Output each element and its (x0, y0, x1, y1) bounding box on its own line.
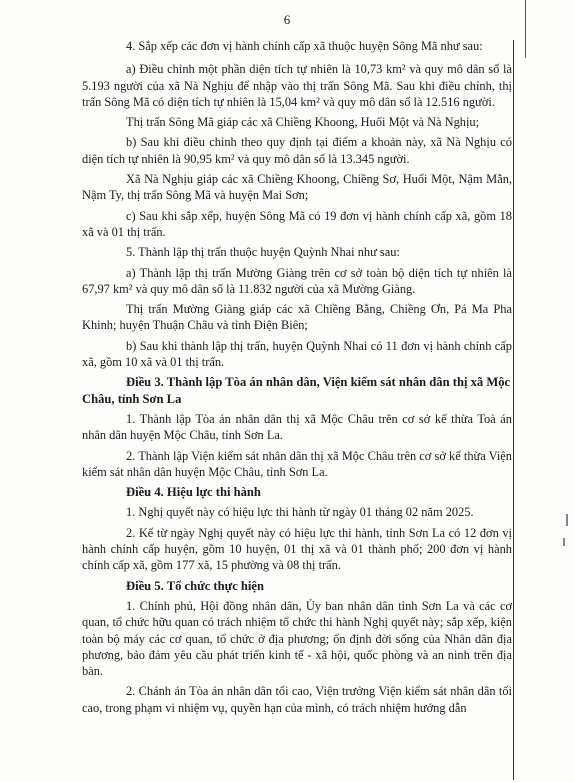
paragraph: c) Sau khi sắp xếp, huyện Sông Mã có 19 đơn vị hành chính cấp xã, gồm 18 xã và 01 thị trấn. (82, 208, 512, 239)
article-heading: Điều 5. Tổ chức thực hiện (126, 578, 265, 593)
paragraph: 2. Chánh án Tòa án nhân dân tối cao, Viện trưởng Viện kiểm sát nhân dân tối cao, trong phạm vi nhiệm vụ, quyền hạn của mình, có trách nhiệm hướng dẫn (82, 684, 512, 715)
article-heading: Điều 4. Hiệu lực thi hành (126, 485, 261, 500)
paragraph: 1. Chính phủ, Hội đồng nhân dân, Ủy ban nhân dân tỉnh Sơn La và các cơ quan, tổ chức hữu quan có trách nhiệm tổ chức thi hành Nghị quyết này; sắp xếp, kiện toàn bộ máy các cơ quan, tổ chức ở địa phương; ổn định đời sống của Nhân dân địa phương, bảo đảm yêu cầu phát triển kinh tế - xã hội, quốc phòng và an ninh trên địa bàn. (82, 598, 512, 679)
document-body (82, 38, 512, 720)
paragraph: 1. Thành lập Tòa án nhân dân thị xã Mộc Châu trên cơ sở kế thừa Toà án nhân dân huyện Mộc Châu, tỉnh Sơn La. (82, 411, 512, 443)
paragraph: 1. Nghị quyết này có hiệu lực thi hành từ ngày 01 tháng 02 năm 2025. (126, 505, 474, 520)
paragraph: b) Sau khi điều chỉnh theo quy định tại điểm a khoản này, xã Nà Nghịu có diện tích tự nhiên là 90,95 km² và quy mô dân số là 13.345 người. (82, 135, 512, 166)
scan-edge-line (525, 0, 526, 58)
paragraph: 4. Sắp xếp các đơn vị hành chính cấp xã thuộc huyện Sông Mã như sau: (126, 39, 483, 53)
paragraph: a) Thành lập thị trấn Mường Giàng trên cơ sở toàn bộ diện tích tự nhiên là 67,97 km² và quy mô dân số là 11.832 người của xã Mường Giàng. (82, 265, 512, 296)
paragraph: 2. Thành lập Viện kiểm sát nhân dân thị xã Mộc Châu trên cơ sở kế thừa Viện kiểm sát nhân dân huyện Mộc Châu, tỉnh Sơn La. (82, 448, 512, 479)
paragraph: a) Điều chỉnh một phần diện tích tự nhiên là 10,73 km² và quy mô dân số là 5.193 người của xã Nà Nghịu để nhập vào thị trấn Sông Mã. Sau khi điều chỉnh, thị trấn Sông Mã có diện tích tự nhiên là 15,04 km² và quy mô dân số là 12.516 người. (82, 62, 512, 109)
paragraph: b) Sau khi thành lập thị trấn, huyện Quỳnh Nhai có 11 đơn vị hành chính cấp xã, gồm 10 xã và 01 thị trấn. (82, 338, 512, 370)
article-heading: Điều 3. Thành lập Tòa án nhân dân, Viện kiểm sát nhân dân thị xã Mộc Châu, tỉnh Sơn La (82, 375, 511, 406)
paragraph: Thị trấn Mường Giàng giáp các xã Chiềng Bằng, Chiềng Ơn, Pá Ma Pha Khinh; huyện Thuận Châu và tỉnh Điện Biên; (82, 302, 512, 333)
scan-edge-line (513, 40, 514, 780)
scan-mark (563, 538, 565, 546)
paragraph: 5. Thành lập thị trấn thuộc huyện Quỳnh Nhai như sau: (126, 245, 400, 260)
paragraph: Thị trấn Sông Mã giáp các xã Chiềng Khoong, Huổi Một và Nà Nghịu; (126, 115, 480, 130)
scan-mark (566, 514, 568, 526)
paragraph: 2. Kể từ ngày Nghị quyết này có hiệu lực thi hành, tỉnh Sơn La có 12 đơn vị hành chính cấp huyện, gồm 10 huyện, 01 thị xã và 01 thành phố; 200 đơn vị hành chính cấp xã, gồm 177 xã, 15 phường và 08 thị trấn. (82, 525, 512, 573)
paragraph: Xã Nà Nghịu giáp các xã Chiềng Khoong, Chiềng Sơ, Huổi Một, Nậm Mằn, Nậm Ty, thị trấn Sông Mã và huyện Mai Sơn; (82, 172, 512, 203)
page-number: 6 (283, 12, 291, 27)
